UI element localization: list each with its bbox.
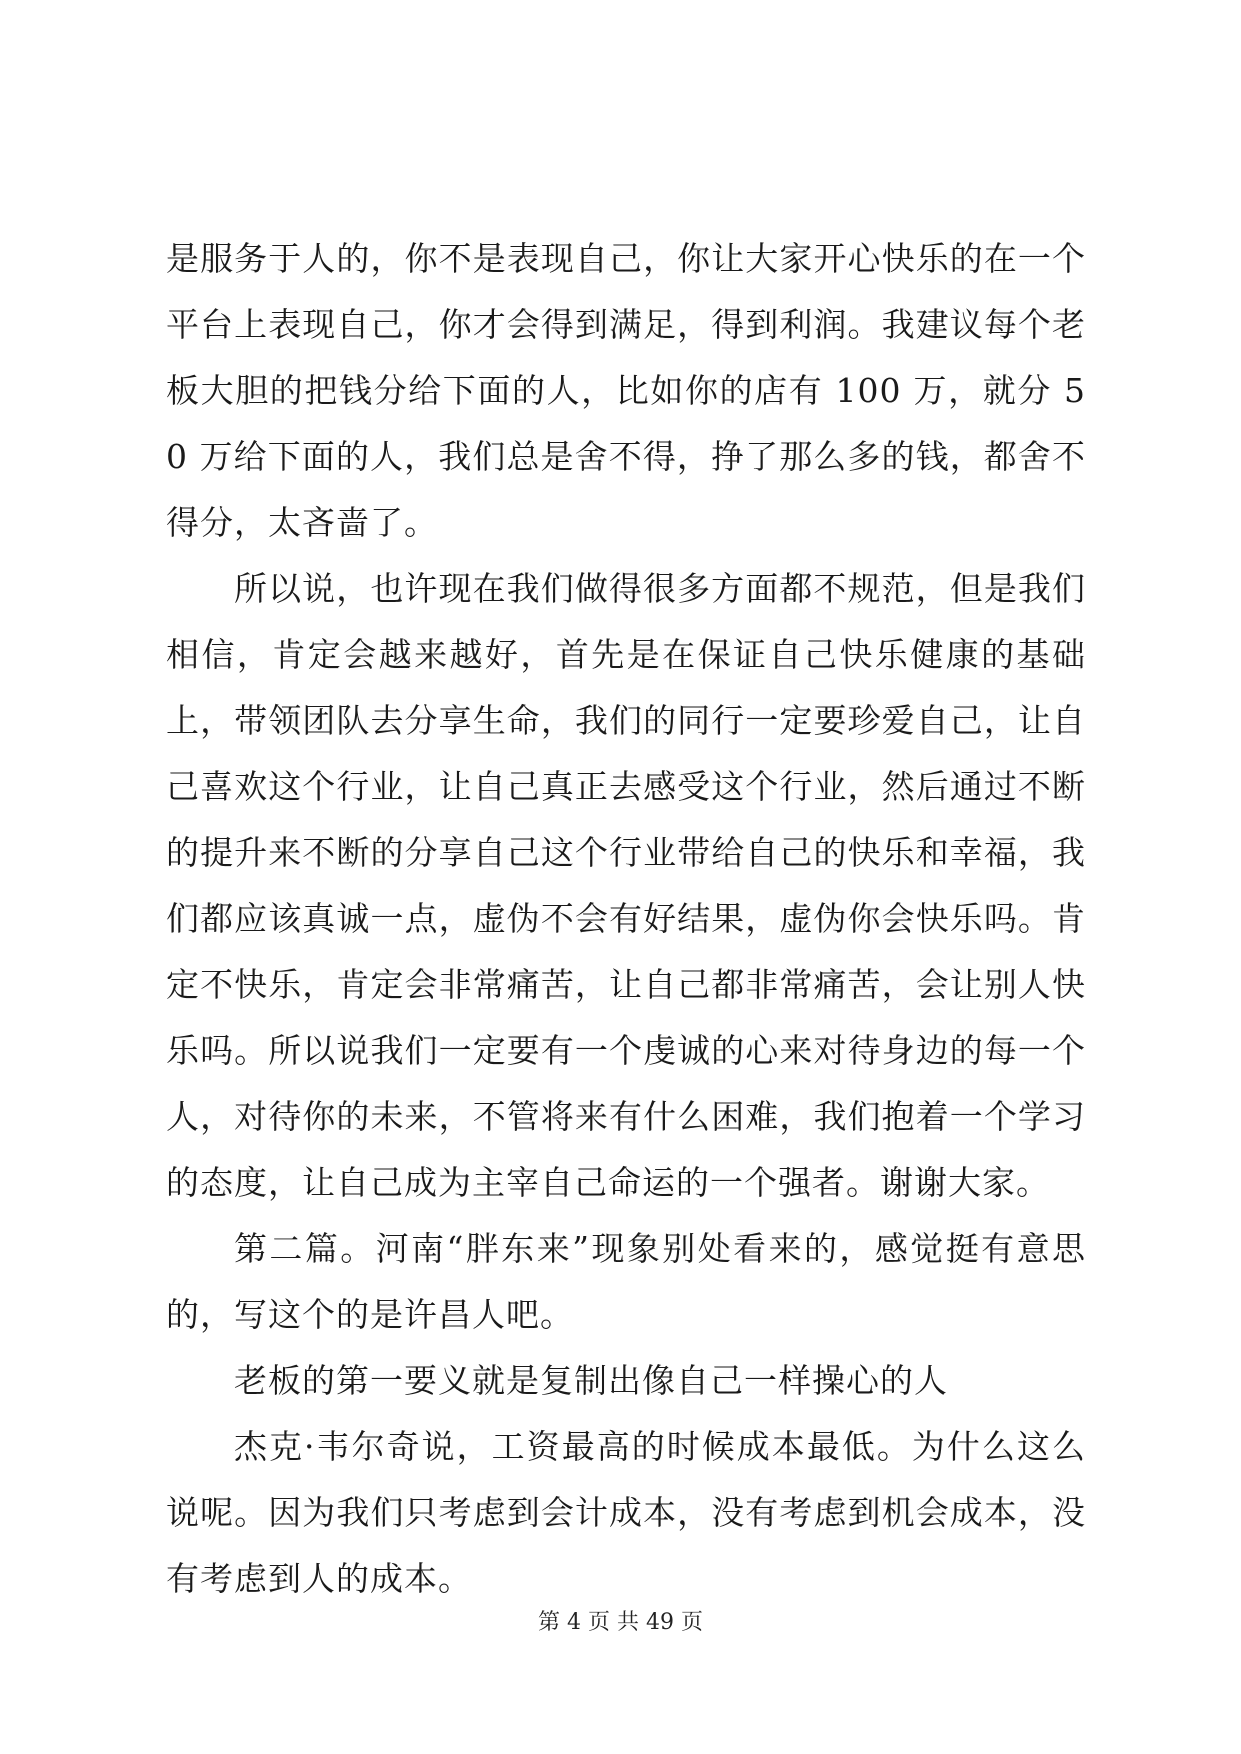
document-body <box>166 226 1086 1612</box>
paragraph-subtitle: 老板的第一要义就是复制出像自己一样操心的人 <box>234 1361 948 1400</box>
paragraph-conclusion: 所以说，也许现在我们做得很多方面都不规范，但是我们相信，肯定会越来越好，首先是在保证自己快乐健康的基础上，带领团队去分享生命，我们的同行一定要珍爱自己，让自己喜欢这个行业，让自己真正去感受这个行业，然后通过不断的提升来不断的分享自己这个行业带给自己的快乐和幸福，我们都应该真诚一点，虚伪不会有好结果，虚伪你会快乐吗。肯定不快乐，肯定会非常痛苦，让自己都非常痛苦，会让别人快乐吗。所以说我们一定要有一个虔诚的心来对待身边的每一个人，对待你的未来，不管将来有什么困难，我们抱着一个学习的态度，让自己成为主宰自己命运的一个强者。谢谢大家。 <box>166 569 1086 1202</box>
page-number-footer: 第 4 页 共 49 页 <box>538 1610 703 1635</box>
paragraph-continuation: 是服务于人的，你不是表现自己，你让大家开心快乐的在一个平台上表现自己，你才会得到满足，得到利润。我建议每个老板大胆的把钱分给下面的人，比如你的店有 100 万，就分 50 万给下面的人，我们总是舍不得，挣了那么多的钱，都舍不得分，太吝啬了。 <box>166 239 1086 542</box>
paragraph-jack-welch: 杰克·韦尔奇说，工资最高的时候成本最低。为什么这么说呢。因为我们只考虑到会计成本，没有考虑到机会成本，没有考虑到人的成本。 <box>166 1427 1086 1598</box>
paragraph-second-article-heading: 第二篇。河南“胖东来”现象别处看来的，感觉挺有意思的，写这个的是许昌人吧。 <box>166 1229 1086 1334</box>
